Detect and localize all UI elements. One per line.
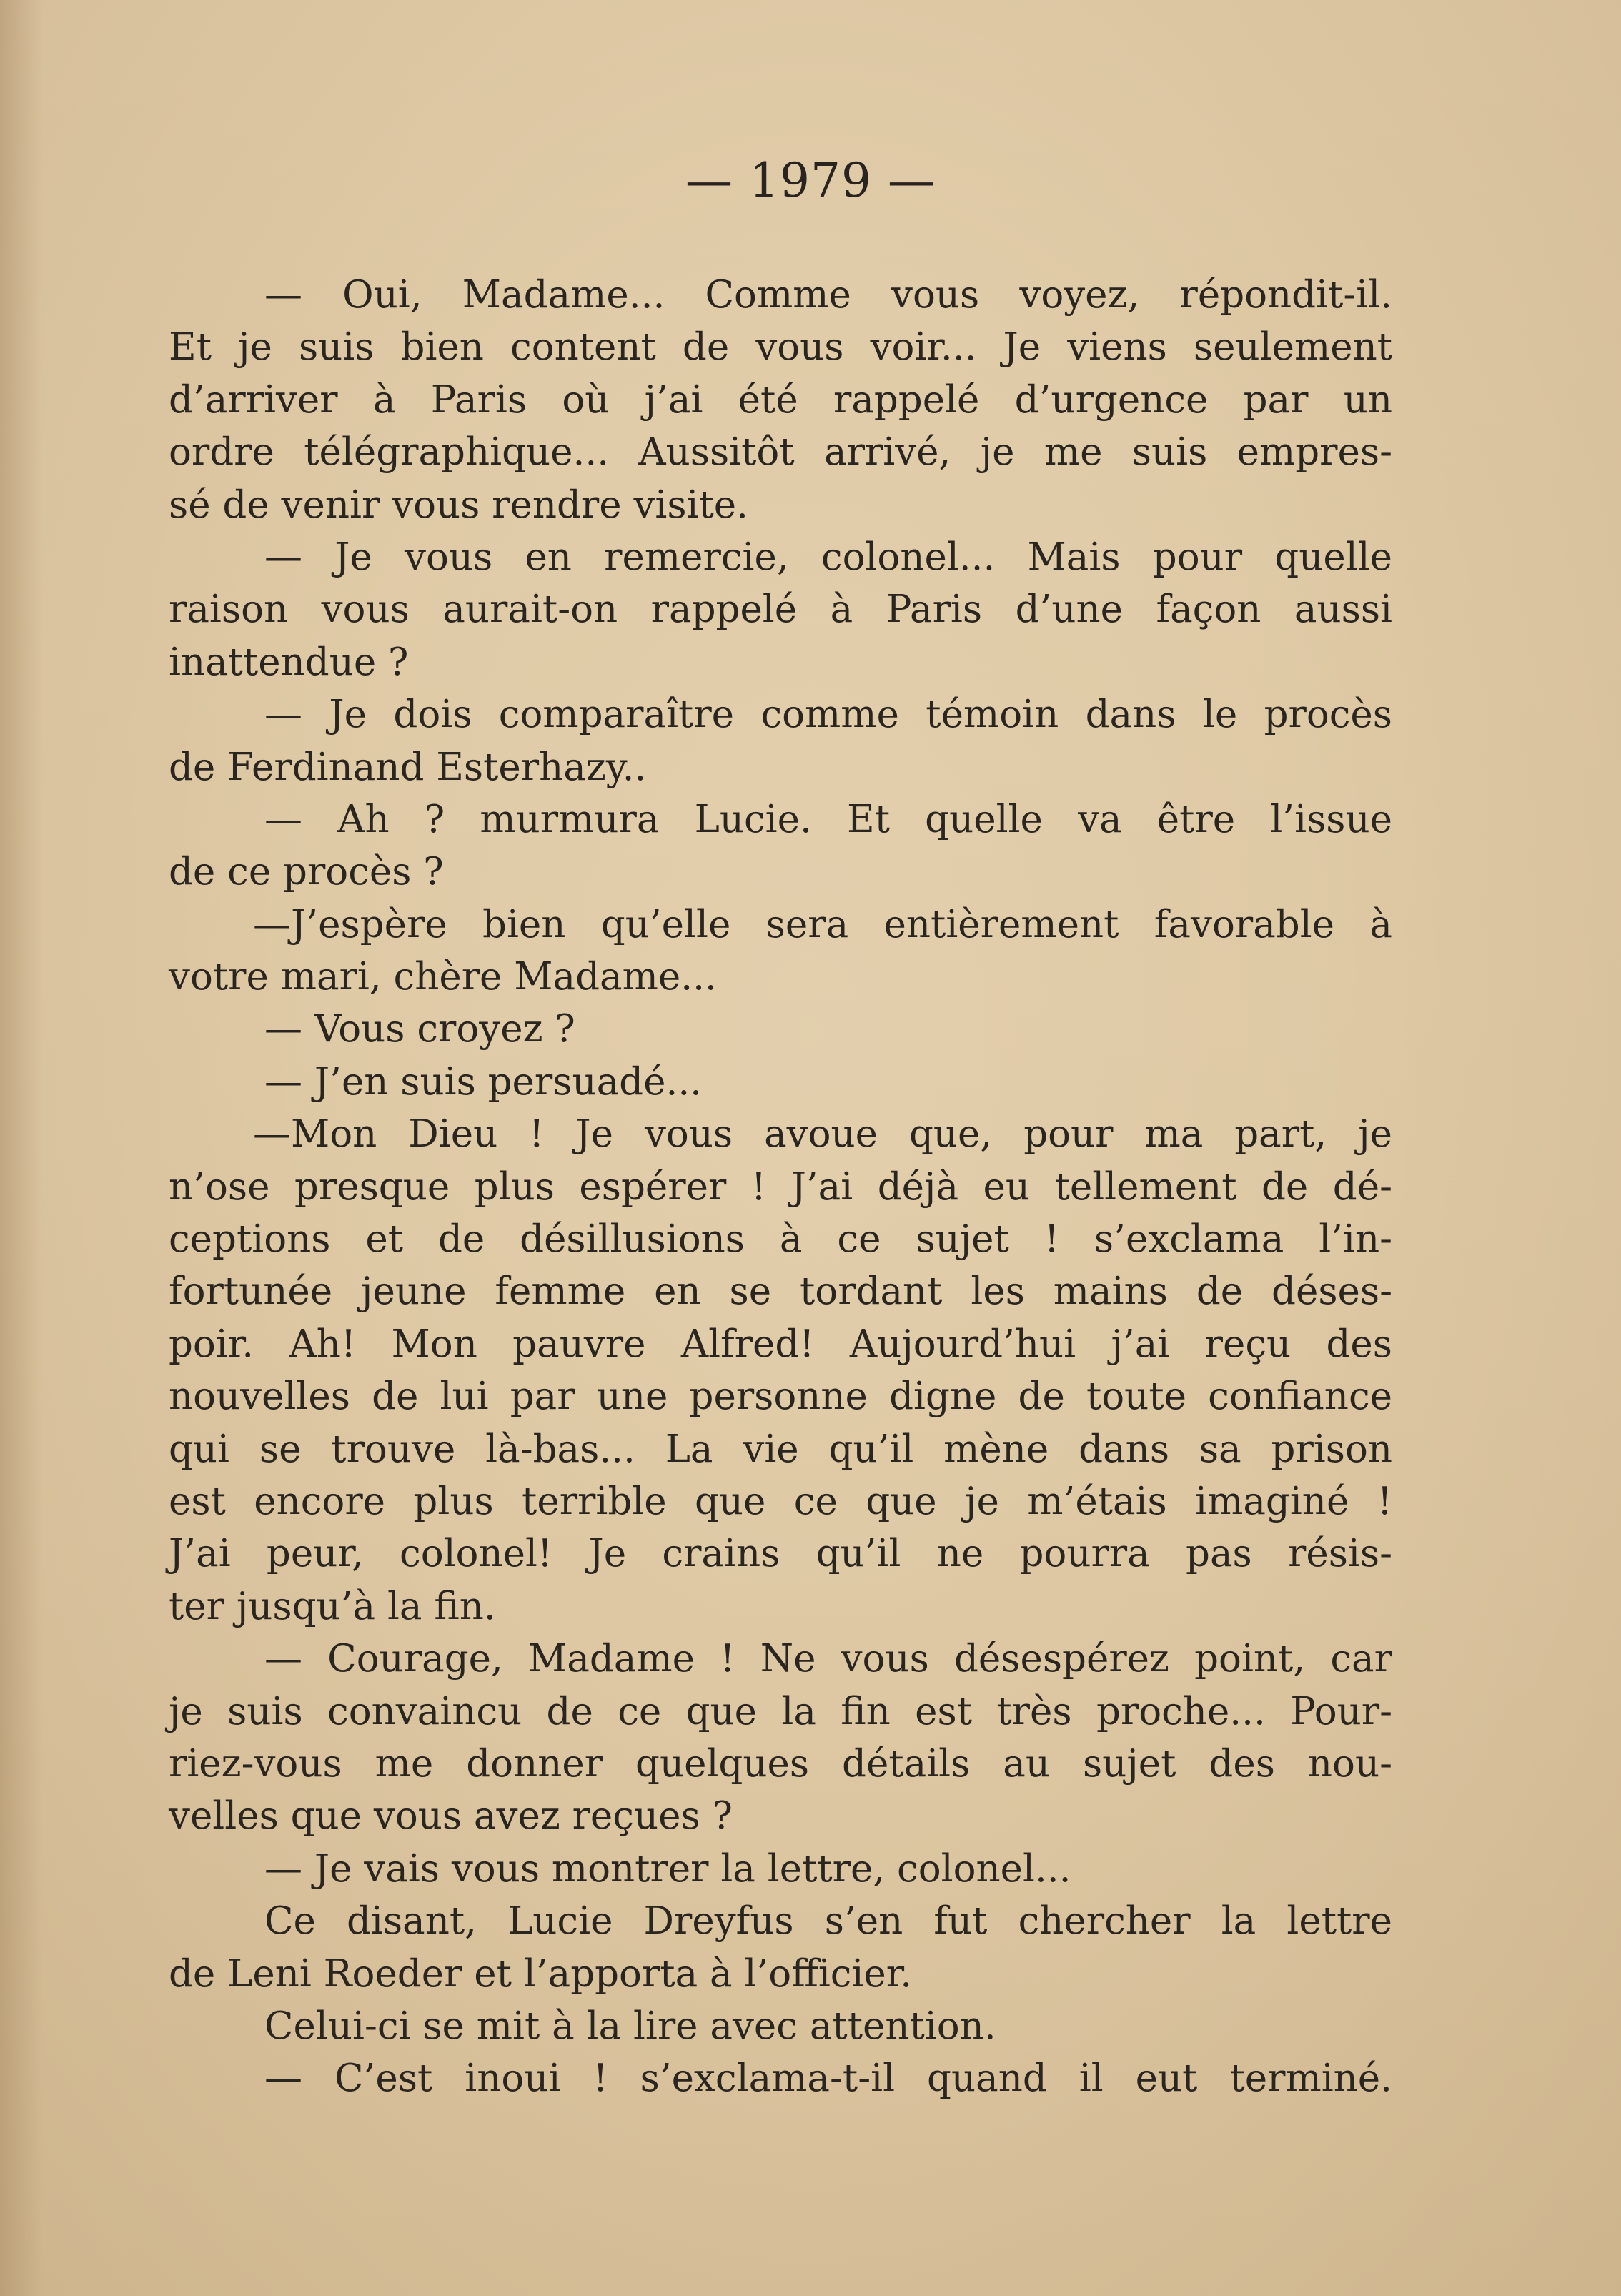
- text-line: Et je suis bien content de vous voir... Je viens seulement: [169, 325, 1392, 370]
- text-line: — C’est inoui ! s’exclama-t-il quand il eut terminé.: [264, 2057, 1392, 2101]
- text-line: — Courage, Madame ! Ne vous désespérez point, car: [264, 1637, 1392, 1681]
- text-line: J’ai peur, colonel! Je crains qu’il ne pourra pas résis-: [169, 1532, 1392, 1576]
- text-line: ordre télégraphique... Aussitôt arrivé, je me suis empres-: [169, 430, 1392, 475]
- text-line: Ce disant, Lucie Dreyfus s’en fut chercher la lettre: [264, 1899, 1392, 1944]
- text-line: — Je dois comparaître comme témoin dans le procès: [264, 693, 1392, 737]
- text-line: inattendue ?: [169, 640, 409, 684]
- text-line: — Oui, Madame... Comme vous voyez, répondit-il.: [264, 273, 1392, 317]
- text-line: — Vous croyez ?: [264, 1007, 575, 1051]
- text-line: n’ose presque plus espérer ! J’ai déjà eu tellement de dé-: [169, 1164, 1392, 1209]
- text-line: de Leni Roeder et l’apporta à l’officier.: [169, 1951, 913, 1996]
- text-line: riez-vous me donner quelques détails au sujet des nou-: [169, 1741, 1392, 1786]
- text-line: de Ferdinand Esterhazy..: [169, 745, 647, 789]
- text-line: —J’espère bien qu’elle sera entièrement favorable à: [253, 902, 1392, 946]
- text-line: —Mon Dieu ! Je vous avoue que, pour ma part, je: [253, 1112, 1392, 1157]
- text-line: nouvelles de lui par une personne digne de toute confiance: [169, 1375, 1392, 1419]
- text-line: qui se trouve là-bas... La vie qu’il mène dans sa prison: [169, 1427, 1392, 1471]
- text-line: de ce procès ?: [169, 850, 444, 894]
- text-line: — Je vais vous montrer la lettre, colonel...: [264, 1846, 1071, 1891]
- page-number: — 1979 —: [685, 153, 936, 208]
- text-line: — Ah ? murmura Lucie. Et quelle va être l’issue: [264, 797, 1392, 841]
- text-line: sé de venir vous rendre visite.: [169, 483, 749, 527]
- text-line: d’arriver à Paris où j’ai été rappelé d’urgence par un: [169, 377, 1392, 422]
- text-line: ter jusqu’à la fin.: [169, 1584, 496, 1628]
- text-line: poir. Ah! Mon pauvre Alfred! Aujourd’hui j’ai reçu des: [169, 1322, 1392, 1366]
- text-line: — Je vous en remercie, colonel... Mais pour quelle: [264, 535, 1392, 579]
- text-line: est encore plus terrible que ce que je m’étais imaginé !: [169, 1479, 1392, 1523]
- text-line: fortunée jeune femme en se tordant les mains de déses-: [169, 1270, 1392, 1314]
- page-edge-shadow: [0, 0, 43, 2296]
- text-line: je suis convaincu de ce que la fin est très proche... Pour-: [169, 1689, 1392, 1733]
- text-line: — J’en suis persuadé...: [264, 1059, 703, 1104]
- text-line: Celui-ci se mit à la lire avec attention.: [264, 2004, 996, 2048]
- text-line: velles que vous avez reçues ?: [169, 1794, 733, 1839]
- text-line: ceptions et de désillusions à ce sujet ! s’exclama l’in-: [169, 1217, 1392, 1262]
- text-line: raison vous aurait-on rappelé à Paris d’une façon aussi: [169, 588, 1392, 632]
- body-text: [169, 269, 1392, 2105]
- text-line: votre mari, chère Madame...: [169, 955, 717, 999]
